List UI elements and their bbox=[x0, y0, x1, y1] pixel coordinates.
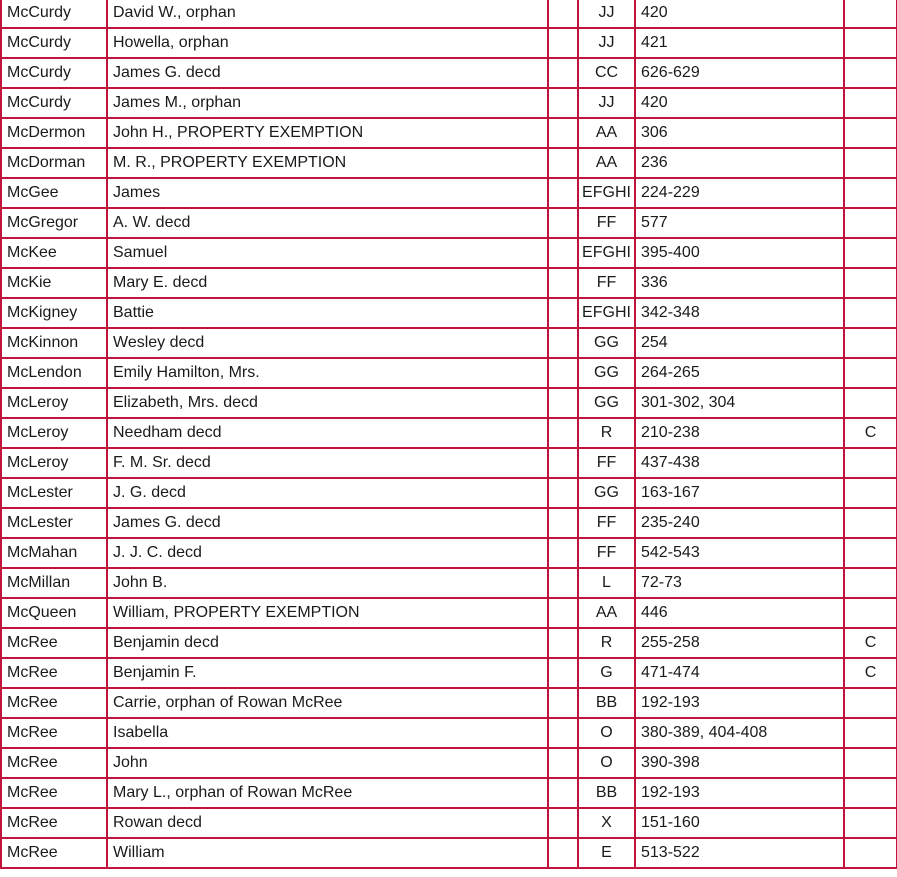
book-cell: O bbox=[579, 749, 636, 779]
table-row bbox=[2, 89, 896, 119]
blank-cell bbox=[549, 779, 579, 809]
table-row bbox=[2, 599, 896, 629]
blank-cell bbox=[549, 149, 579, 179]
note-cell bbox=[845, 599, 896, 629]
surname-cell: McRee bbox=[2, 719, 108, 749]
pages-cell: 542-543 bbox=[636, 539, 845, 569]
table-row bbox=[2, 119, 896, 149]
given-name-cell: David W., orphan bbox=[108, 0, 549, 29]
book-cell: EFGHI bbox=[579, 299, 636, 329]
blank-cell bbox=[549, 29, 579, 59]
given-name-cell: Howella, orphan bbox=[108, 29, 549, 59]
blank-cell bbox=[549, 329, 579, 359]
pages-cell: 255-258 bbox=[636, 629, 845, 659]
note-cell bbox=[845, 89, 896, 119]
given-name-cell: Rowan decd bbox=[108, 809, 549, 839]
pages-cell: 421 bbox=[636, 29, 845, 59]
table-row bbox=[2, 179, 896, 209]
pages-cell: 236 bbox=[636, 149, 845, 179]
book-cell: FF bbox=[579, 269, 636, 299]
pages-cell: 395-400 bbox=[636, 239, 845, 269]
table-row bbox=[2, 719, 896, 749]
note-cell: C bbox=[845, 419, 896, 449]
surname-cell: McMillan bbox=[2, 569, 108, 599]
table-row bbox=[2, 59, 896, 89]
table-row bbox=[2, 29, 896, 59]
pages-cell: 151-160 bbox=[636, 809, 845, 839]
book-cell: BB bbox=[579, 779, 636, 809]
blank-cell bbox=[549, 719, 579, 749]
note-cell bbox=[845, 569, 896, 599]
note-cell bbox=[845, 509, 896, 539]
table-row bbox=[2, 779, 896, 809]
given-name-cell: James G. decd bbox=[108, 59, 549, 89]
book-cell: FF bbox=[579, 539, 636, 569]
note-cell bbox=[845, 0, 896, 29]
book-cell: GG bbox=[579, 389, 636, 419]
book-cell: O bbox=[579, 719, 636, 749]
pages-cell: 437-438 bbox=[636, 449, 845, 479]
note-cell bbox=[845, 449, 896, 479]
pages-cell: 336 bbox=[636, 269, 845, 299]
surname-cell: McRee bbox=[2, 659, 108, 689]
blank-cell bbox=[549, 239, 579, 269]
pages-cell: 342-348 bbox=[636, 299, 845, 329]
note-cell bbox=[845, 689, 896, 719]
blank-cell bbox=[549, 389, 579, 419]
surname-cell: McRee bbox=[2, 689, 108, 719]
surname-cell: McRee bbox=[2, 749, 108, 779]
note-cell bbox=[845, 359, 896, 389]
pages-cell: 390-398 bbox=[636, 749, 845, 779]
given-name-cell: John B. bbox=[108, 569, 549, 599]
records-body bbox=[2, 0, 896, 869]
pages-cell: 254 bbox=[636, 329, 845, 359]
surname-cell: McGee bbox=[2, 179, 108, 209]
surname-cell: McKigney bbox=[2, 299, 108, 329]
blank-cell bbox=[549, 449, 579, 479]
blank-cell bbox=[549, 419, 579, 449]
blank-cell bbox=[549, 0, 579, 29]
surname-cell: McRee bbox=[2, 779, 108, 809]
book-cell: JJ bbox=[579, 0, 636, 29]
surname-cell: McLester bbox=[2, 509, 108, 539]
table-row bbox=[2, 569, 896, 599]
table-row bbox=[2, 389, 896, 419]
blank-cell bbox=[549, 689, 579, 719]
blank-cell bbox=[549, 269, 579, 299]
surname-cell: McMahan bbox=[2, 539, 108, 569]
book-cell: FF bbox=[579, 509, 636, 539]
note-cell bbox=[845, 479, 896, 509]
blank-cell bbox=[549, 59, 579, 89]
blank-cell bbox=[549, 299, 579, 329]
book-cell: BB bbox=[579, 689, 636, 719]
note-cell bbox=[845, 809, 896, 839]
given-name-cell: John H., PROPERTY EXEMPTION bbox=[108, 119, 549, 149]
pages-cell: 626-629 bbox=[636, 59, 845, 89]
pages-cell: 513-522 bbox=[636, 839, 845, 869]
surname-cell: McCurdy bbox=[2, 89, 108, 119]
book-cell: GG bbox=[579, 479, 636, 509]
surname-cell: McLeroy bbox=[2, 449, 108, 479]
table-row bbox=[2, 209, 896, 239]
surname-cell: McLeroy bbox=[2, 389, 108, 419]
note-cell: C bbox=[845, 659, 896, 689]
given-name-cell: Isabella bbox=[108, 719, 549, 749]
pages-cell: 210-238 bbox=[636, 419, 845, 449]
book-cell: GG bbox=[579, 329, 636, 359]
table-row bbox=[2, 689, 896, 719]
table-row bbox=[2, 419, 896, 449]
given-name-cell: James M., orphan bbox=[108, 89, 549, 119]
book-cell: GG bbox=[579, 359, 636, 389]
blank-cell bbox=[549, 809, 579, 839]
given-name-cell: Mary L., orphan of Rowan McRee bbox=[108, 779, 549, 809]
given-name-cell: Mary E. decd bbox=[108, 269, 549, 299]
note-cell bbox=[845, 209, 896, 239]
pages-cell: 577 bbox=[636, 209, 845, 239]
surname-cell: McRee bbox=[2, 629, 108, 659]
book-cell: R bbox=[579, 629, 636, 659]
surname-cell: McLeroy bbox=[2, 419, 108, 449]
book-cell: FF bbox=[579, 209, 636, 239]
book-cell: EFGHI bbox=[579, 179, 636, 209]
pages-cell: 72-73 bbox=[636, 569, 845, 599]
given-name-cell: Carrie, orphan of Rowan McRee bbox=[108, 689, 549, 719]
table-row bbox=[2, 329, 896, 359]
given-name-cell: F. M. Sr. decd bbox=[108, 449, 549, 479]
note-cell bbox=[845, 149, 896, 179]
book-cell: EFGHI bbox=[579, 239, 636, 269]
pages-cell: 306 bbox=[636, 119, 845, 149]
note-cell bbox=[845, 179, 896, 209]
pages-cell: 420 bbox=[636, 89, 845, 119]
blank-cell bbox=[549, 539, 579, 569]
table-row bbox=[2, 299, 896, 329]
table-row bbox=[2, 149, 896, 179]
note-cell bbox=[845, 269, 896, 299]
given-name-cell: Emily Hamilton, Mrs. bbox=[108, 359, 549, 389]
table-row bbox=[2, 269, 896, 299]
blank-cell bbox=[549, 569, 579, 599]
pages-cell: 235-240 bbox=[636, 509, 845, 539]
table-row bbox=[2, 509, 896, 539]
table-row bbox=[2, 839, 896, 869]
blank-cell bbox=[549, 749, 579, 779]
given-name-cell: James G. decd bbox=[108, 509, 549, 539]
note-cell bbox=[845, 239, 896, 269]
blank-cell bbox=[549, 89, 579, 119]
given-name-cell: William bbox=[108, 839, 549, 869]
blank-cell bbox=[549, 629, 579, 659]
table-row bbox=[2, 449, 896, 479]
given-name-cell: John bbox=[108, 749, 549, 779]
book-cell: E bbox=[579, 839, 636, 869]
blank-cell bbox=[549, 509, 579, 539]
blank-cell bbox=[549, 119, 579, 149]
surname-cell: McCurdy bbox=[2, 29, 108, 59]
blank-cell bbox=[549, 479, 579, 509]
note-cell bbox=[845, 29, 896, 59]
surname-cell: McCurdy bbox=[2, 59, 108, 89]
given-name-cell: M. R., PROPERTY EXEMPTION bbox=[108, 149, 549, 179]
note-cell bbox=[845, 539, 896, 569]
given-name-cell: Battie bbox=[108, 299, 549, 329]
note-cell: C bbox=[845, 629, 896, 659]
surname-cell: McGregor bbox=[2, 209, 108, 239]
table-row bbox=[2, 0, 896, 29]
note-cell bbox=[845, 719, 896, 749]
surname-cell: McKinnon bbox=[2, 329, 108, 359]
surname-cell: McRee bbox=[2, 839, 108, 869]
given-name-cell: A. W. decd bbox=[108, 209, 549, 239]
pages-cell: 192-193 bbox=[636, 689, 845, 719]
book-cell: JJ bbox=[579, 89, 636, 119]
blank-cell bbox=[549, 179, 579, 209]
blank-cell bbox=[549, 659, 579, 689]
pages-cell: 471-474 bbox=[636, 659, 845, 689]
note-cell bbox=[845, 839, 896, 869]
pages-cell: 420 bbox=[636, 0, 845, 29]
surname-cell: McKee bbox=[2, 239, 108, 269]
note-cell bbox=[845, 389, 896, 419]
note-cell bbox=[845, 779, 896, 809]
book-cell: AA bbox=[579, 599, 636, 629]
surname-cell: McQueen bbox=[2, 599, 108, 629]
note-cell bbox=[845, 329, 896, 359]
given-name-cell: Elizabeth, Mrs. decd bbox=[108, 389, 549, 419]
book-cell: R bbox=[579, 419, 636, 449]
given-name-cell: William, PROPERTY EXEMPTION bbox=[108, 599, 549, 629]
note-cell bbox=[845, 119, 896, 149]
book-cell: FF bbox=[579, 449, 636, 479]
given-name-cell: J. G. decd bbox=[108, 479, 549, 509]
given-name-cell: Samuel bbox=[108, 239, 549, 269]
note-cell bbox=[845, 299, 896, 329]
blank-cell bbox=[549, 599, 579, 629]
surname-cell: McKie bbox=[2, 269, 108, 299]
given-name-cell: Needham decd bbox=[108, 419, 549, 449]
table-row bbox=[2, 239, 896, 269]
table-row bbox=[2, 749, 896, 779]
given-name-cell: Benjamin decd bbox=[108, 629, 549, 659]
pages-cell: 264-265 bbox=[636, 359, 845, 389]
blank-cell bbox=[549, 839, 579, 869]
book-cell: CC bbox=[579, 59, 636, 89]
pages-cell: 301-302, 304 bbox=[636, 389, 845, 419]
note-cell bbox=[845, 59, 896, 89]
table-row bbox=[2, 629, 896, 659]
book-cell: L bbox=[579, 569, 636, 599]
book-cell: G bbox=[579, 659, 636, 689]
table-row bbox=[2, 809, 896, 839]
surname-cell: McDermon bbox=[2, 119, 108, 149]
given-name-cell: J. J. C. decd bbox=[108, 539, 549, 569]
surname-cell: McCurdy bbox=[2, 0, 108, 29]
given-name-cell: James bbox=[108, 179, 549, 209]
surname-cell: McLendon bbox=[2, 359, 108, 389]
pages-cell: 380-389, 404-408 bbox=[636, 719, 845, 749]
table-row bbox=[2, 479, 896, 509]
book-cell: AA bbox=[579, 119, 636, 149]
book-cell: JJ bbox=[579, 29, 636, 59]
pages-cell: 224-229 bbox=[636, 179, 845, 209]
surname-cell: McDorman bbox=[2, 149, 108, 179]
table-row bbox=[2, 359, 896, 389]
pages-cell: 446 bbox=[636, 599, 845, 629]
surname-cell: McRee bbox=[2, 809, 108, 839]
pages-cell: 163-167 bbox=[636, 479, 845, 509]
table-row bbox=[2, 659, 896, 689]
blank-cell bbox=[549, 359, 579, 389]
given-name-cell: Benjamin F. bbox=[108, 659, 549, 689]
pages-cell: 192-193 bbox=[636, 779, 845, 809]
book-cell: X bbox=[579, 809, 636, 839]
surname-cell: McLester bbox=[2, 479, 108, 509]
blank-cell bbox=[549, 209, 579, 239]
note-cell bbox=[845, 749, 896, 779]
given-name-cell: Wesley decd bbox=[108, 329, 549, 359]
table-row bbox=[2, 539, 896, 569]
book-cell: AA bbox=[579, 149, 636, 179]
